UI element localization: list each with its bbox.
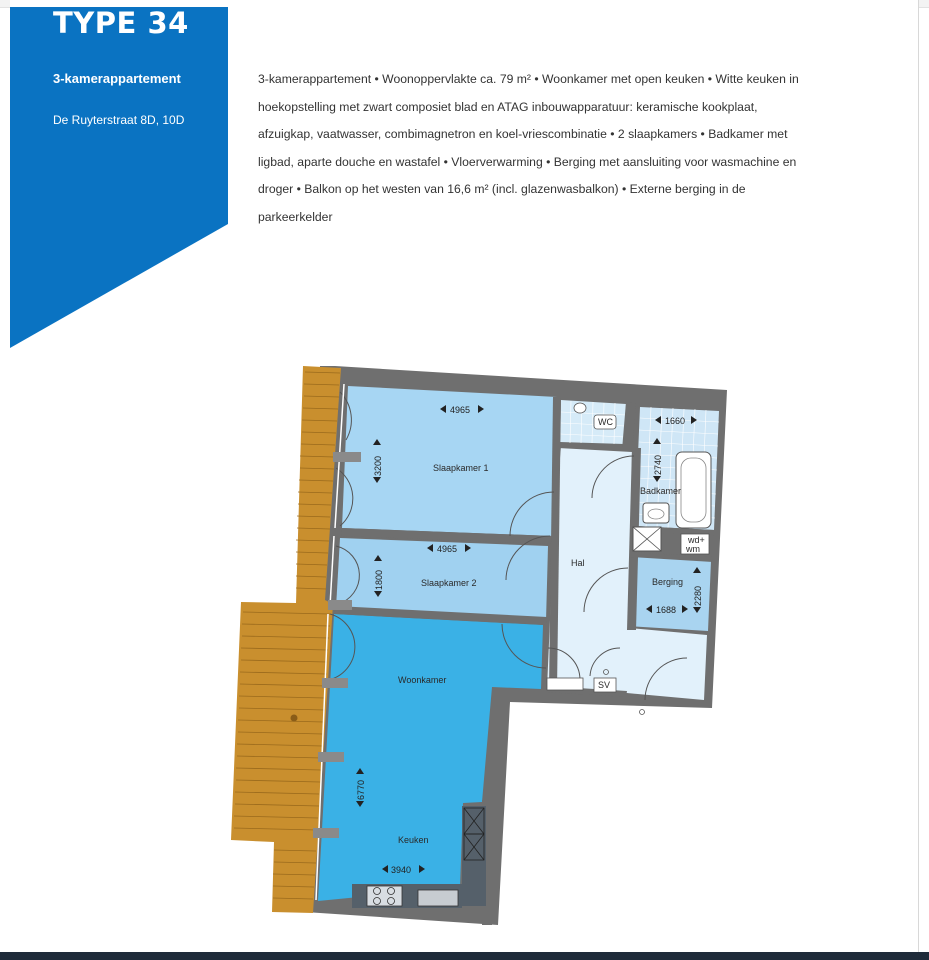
label-woonkamer: Woonkamer (398, 675, 447, 685)
label-slaapkamer-1: Slaapkamer 1 (433, 463, 489, 473)
dim-slaapkamer1-width: 4965 (450, 405, 471, 415)
dim-slaapkamer1-depth: 3200 (373, 455, 383, 476)
label-badkamer: Badkamer (640, 486, 682, 496)
kitchen-sink (418, 890, 458, 906)
dim-slaapkamer2-width: 4965 (437, 544, 458, 554)
dim-woonkamer-depth: 6770 (356, 779, 366, 800)
label-slaapkamer-2: Slaapkamer 2 (421, 578, 477, 588)
dim-badkamer-depth: 2740 (653, 454, 663, 475)
page-title: TYPE 34 (53, 6, 189, 40)
sink (643, 503, 669, 523)
toilet (574, 403, 586, 413)
label-berging: Berging (652, 577, 684, 587)
label-wd: wd+ (688, 535, 705, 545)
dim-keuken-width: 3940 (391, 865, 412, 875)
label-sv: SV (598, 680, 611, 690)
apartment-type: 3-kamerappartement (53, 71, 181, 86)
dim-berging-width: 1688 (656, 605, 677, 615)
bottom-bar (0, 952, 929, 960)
label-keuken: Keuken (398, 835, 429, 845)
balcony-drain (291, 715, 298, 722)
label-wm: wm (686, 544, 700, 554)
dim-badkamer-width: 1660 (665, 416, 686, 426)
dim-berging-depth: 2280 (693, 585, 703, 606)
label-hal: Hal (571, 558, 585, 568)
label-wc: WC (598, 417, 613, 427)
cooktop (367, 886, 402, 906)
address: De Ruyterstraat 8D, 10D (53, 113, 185, 127)
dim-slaapkamer2-depth: 1800 (374, 569, 384, 590)
woonkamer-floor (318, 614, 543, 901)
description-text: 3-kamerappartement • Woonoppervlakte ca. 79 m² • Woonkamer met open keuken • Witte keuken in hoekopstelling met zwart composiet blad en ATAG inbouwapparatuur: keramische kookplaat, afzuigkap, vaatwasser, combimagnetron en koel-vriescombinatie • 2 slaapkamers • Badkamer met ligbad, aparte douche en wastafel • Vloerverwarming • Berging met aansluiting voor wasmachine en droger • Balkon op het westen van 16,6 m² (incl. glazenwasbalkon) • Externe berging in de parkeerkelder (258, 72, 799, 224)
